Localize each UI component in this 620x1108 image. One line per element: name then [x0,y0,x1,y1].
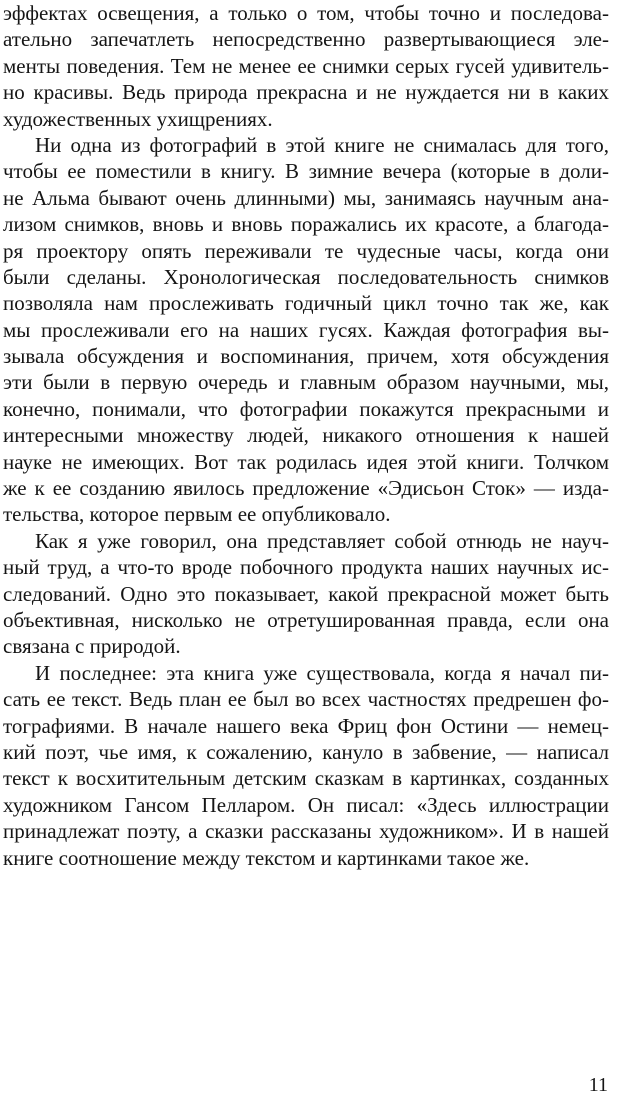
text-line: связана с природой. [3,634,181,659]
text-line: тографиями. В начале нашего века Фриц фон Остини — немец- [3,713,609,738]
text-line: текст к восхитительным детским сказкам в картинках, созданных [3,766,609,791]
text-line: конечно, понимали, что фотографии покажутся прекрасными и [3,396,609,421]
text-line: художником Гансом Пелларом. Он писал: «Здесь иллюстрации [3,792,609,817]
page-number: 11 [588,1074,608,1096]
text-line: кий поэт, чье имя, к сожалению, кануло в забвение, — написал [3,739,609,764]
text-line: были сделаны. Хронологическая последовательность снимков [3,264,609,289]
text-line: не Альма бывают очень длинными) мы, занимаясь научным ана- [3,185,609,210]
paragraph-first-line: Как я уже говорил, она представляет собой отнюдь не науч- [35,528,609,553]
body-text [3,0,609,871]
text-line: тельства, которое первым ее опубликовало. [3,502,391,527]
text-line: лизом снимков, вновь и вновь поражались их красоте, а благода- [3,212,609,237]
text-line: же к ее созданию явилось предложение «Эдисьон Сток» — изда- [3,476,609,501]
text-line: мы прослеживали его на наших гусях. Каждая фотография вы- [3,317,609,342]
text-line: сать ее текст. Ведь план ее был во всех частностях предрешен фо- [3,687,609,712]
text-line: принадлежат поэту, а сказки рассказаны художником». И в нашей [3,819,609,844]
text-line: науке не имеющих. Вот так родилась идея этой книги. Толчком [3,449,609,474]
text-line: ательно запечатлеть непосредственно развертывающиеся эле- [3,27,609,52]
paragraph-first-line: И последнее: эта книга уже существовала, когда я начал пи- [35,660,609,685]
text-line: следований. Одно это показывает, какой прекрасной может быть [3,581,609,606]
text-line: зывала обсуждения и воспоминания, причем, хотя обсуждения [3,344,609,369]
text-line: чтобы ее поместили в книгу. В зимние вечера (которые в доли- [3,159,609,184]
text-line: позволяла нам прослеживать годичный цикл точно так же, как [3,291,609,316]
text-line: объективная, нисколько не отретушированная правда, если она [3,607,609,632]
text-line: ный труд, а что-то вроде побочного продукта наших научных ис- [3,555,609,580]
text-line: эффектах освещения, а только о том, чтобы точно и последова- [3,1,609,25]
text-line: эти были в первую очередь и главным образом научными, мы, [3,370,609,395]
text-line: художественных ухищрениях. [3,106,273,131]
text-line: менты поведения. Тем не менее ее снимки серых гусей удивитель- [3,53,609,78]
text-line: ря проектору опять переживали те чудесные часы, когда они [3,238,609,263]
text-line: интересными множеству людей, никакого отношения к нашей [3,423,609,448]
text-line: но красивы. Ведь природа прекрасна и не нуждается ни в каких [3,80,609,105]
text-line: книге соотношение между текстом и картинками такое же. [3,845,530,870]
paragraph-first-line: Ни одна из фотографий в этой книге не снималась для того, [35,132,609,157]
